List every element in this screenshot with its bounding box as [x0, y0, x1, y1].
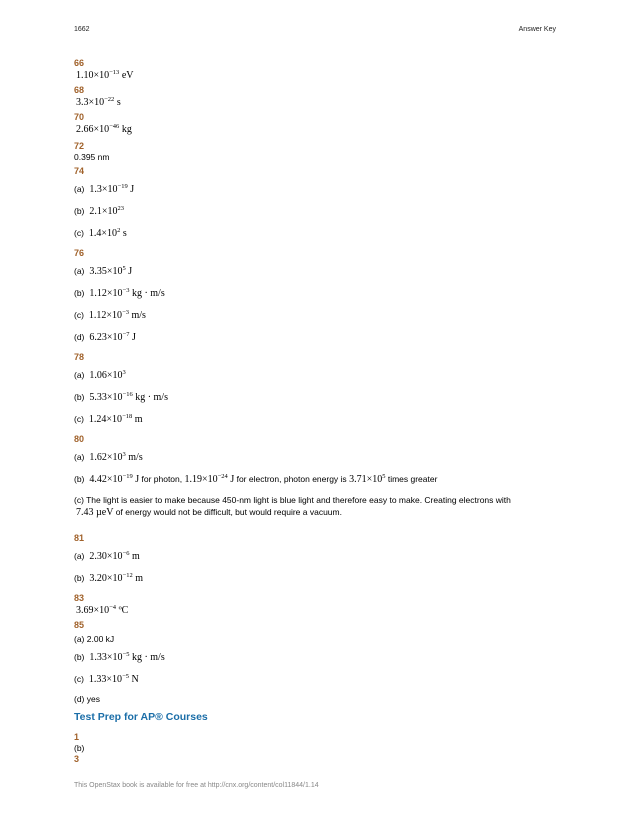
answer-part: (c) $1.12\times 10^{-3}$ m/s — [74, 309, 146, 321]
problem-number: 78 — [74, 352, 85, 362]
problem-number: 83 — [74, 593, 85, 603]
problem-number: 76 — [74, 248, 85, 258]
problem-number: 66 — [74, 58, 85, 68]
answer-part: (c) $1.33\times 10^{-5}$ N — [74, 673, 139, 685]
problem-number: 81 — [74, 533, 85, 543]
answer-part: (a) $3.35\times 10^5$ J — [74, 265, 133, 277]
answer-part: (a) $1.3\times 10^{-19}$ J — [74, 183, 135, 195]
answer-value: $3.3\times 10^{-22}$ s — [76, 96, 121, 108]
answer-value: $1.10\times 10^{-13}$ eV — [76, 69, 134, 81]
answer-part: (b) $1.33\times 10^{-5}$ kg · m/s — [74, 651, 165, 663]
problem-number: 74 — [74, 166, 85, 176]
answer-part: (d) $6.23\times 10^{-7}$ J — [74, 331, 136, 343]
answer-part: (c) $1.4\times 10^2$ s — [74, 227, 127, 239]
answer-text: (b) — [74, 743, 85, 753]
answer-part: (a) $2.30\times 10^{-6}$ m — [74, 550, 140, 562]
answer-text: (a) 2.00 kJ — [74, 634, 115, 644]
answer-value: $2.66\times 10^{-46}$ kg — [76, 123, 132, 135]
answer-part: (a) $1.62\times 10^3$ m/s — [74, 451, 143, 463]
section-title: Test Prep for AP® Courses — [74, 711, 208, 723]
problem-number: 1 — [74, 732, 80, 742]
running-title: Answer Key — [518, 26, 556, 33]
problem-number: 68 — [74, 85, 85, 95]
answer-paragraph: (c) The light is easier to make because 450-nm light is blue light and therefore easy to make. Creating electrons with 7.43 µeV of energy would not be difficult, but would require a vacuum. — [74, 495, 511, 518]
answer-part: (b) $1.12\times 10^{-3}$ kg · m/s — [74, 287, 165, 299]
answer-part: (b) $4.42\times 10^{-19}$ J for photon, $1.19\times 10^{-24}$ J for electron, photon energy is $3.71\times 10^5$ times greater — [74, 473, 438, 485]
answer-text: (d) yes — [74, 694, 100, 704]
answer-text: 0.395 nm — [74, 152, 110, 162]
answer-part: (c) $1.24\times 10^{-18}$ m — [74, 413, 143, 425]
page-number: 1662 — [74, 26, 90, 33]
answer-part: (b) $3.20\times 10^{-12}$ m — [74, 572, 143, 584]
problem-number: 3 — [74, 754, 80, 764]
answer-part: (a) $1.06\times 10^3$ — [74, 369, 126, 381]
problem-number: 80 — [74, 434, 85, 444]
problem-number: 72 — [74, 141, 85, 151]
answer-part: (b) $2.1\times 10^{23}$ — [74, 205, 125, 217]
problem-number: 85 — [74, 620, 85, 630]
problem-number: 70 — [74, 112, 85, 122]
answer-value: $3.69\times 10^{-4}$ ºC — [76, 604, 129, 616]
answer-key-content — [74, 58, 560, 765]
footer-attribution: This OpenStax book is available for free at http://cnx.org/content/col11844/1.14 — [74, 782, 319, 789]
answer-part: (b) $5.33\times 10^{-16}$ kg · m/s — [74, 391, 168, 403]
